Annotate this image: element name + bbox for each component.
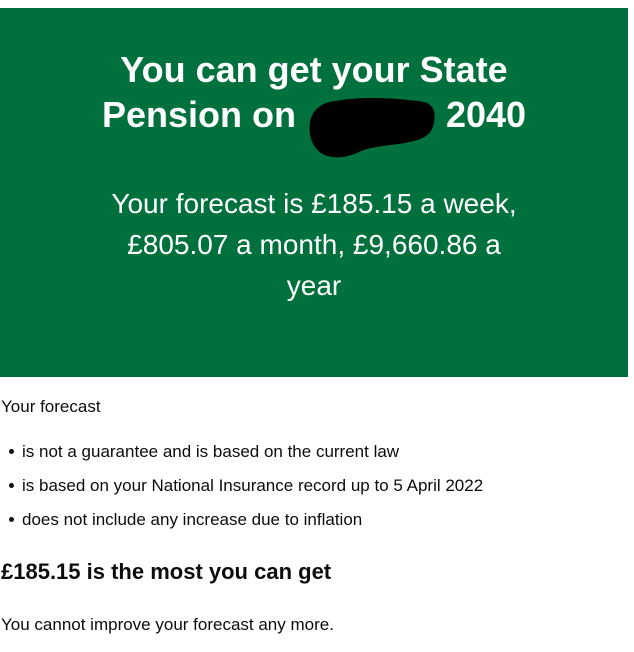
list-item: is not a guarantee and is based on the current law bbox=[22, 441, 634, 463]
panel-title bbox=[24, 47, 604, 137]
confirmation-panel bbox=[0, 8, 628, 377]
max-amount-heading: £185.15 is the most you can get bbox=[1, 559, 332, 584]
panel-body-line: year bbox=[286, 270, 342, 301]
forecast-bullet-list bbox=[1, 441, 634, 531]
panel-title-line2-suffix: 2040 bbox=[445, 94, 527, 135]
redacted-date-blob bbox=[306, 109, 438, 127]
panel-title-line2-prefix: Pension on bbox=[101, 94, 296, 135]
forecast-details-section bbox=[0, 377, 634, 636]
forecast-intro-text: Your forecast bbox=[1, 397, 101, 416]
panel-body-line: Your forecast is £185.15 a week, bbox=[111, 188, 517, 219]
panel-body-line: £805.07 a month, £9,660.86 a bbox=[127, 229, 501, 260]
panel-body bbox=[24, 183, 604, 306]
list-item: does not include any increase due to inflation bbox=[22, 509, 634, 531]
panel-title-line1: You can get your State bbox=[120, 49, 508, 90]
list-item: is based on your National Insurance record up to 5 April 2022 bbox=[22, 475, 634, 497]
cannot-improve-note: You cannot improve your forecast any more. bbox=[1, 615, 334, 634]
panel-title-line2 bbox=[24, 92, 604, 137]
